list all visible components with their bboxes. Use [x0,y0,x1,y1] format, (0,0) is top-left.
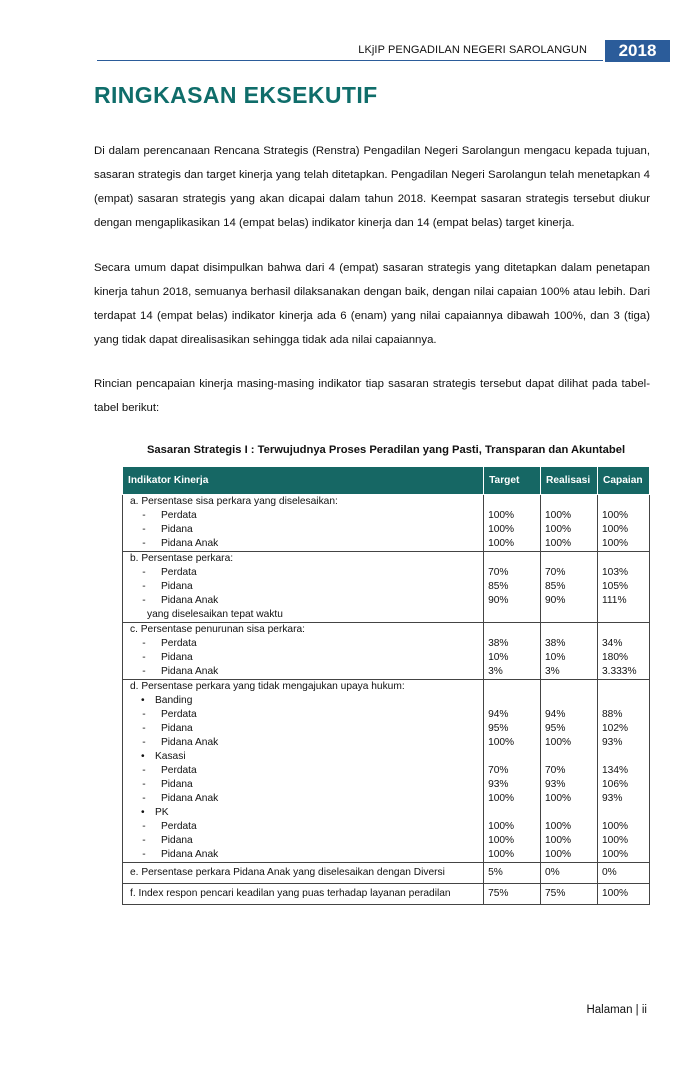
cell-capaian: 93% [601,793,623,804]
cell-capaian: 100% [601,849,629,860]
indicator-title: e. Persentase perkara Pidana Anak yang diselesaikan dengan Diversi [130,867,445,878]
cell-realisasi: 10% [545,652,566,663]
indicator-note: yang diselesaikan tepat waktu [147,609,283,620]
cell-target: 94% [488,709,509,720]
cell-realisasi: 70% [545,765,566,776]
paragraph-3: Rincian pencapaian kinerja masing-masing indikator tiap sasaran strategis tersebut dapat dilihat pada tabel-tabel berikut: [94,378,650,414]
cell-capaian: 0% [597,863,649,884]
cell-capaian: 106% [601,779,629,790]
cell-realisasi: 100% [545,524,572,535]
cell-realisasi: 100% [545,538,572,549]
list-item: Pidana Anak [161,793,219,804]
cell-target: 100% [488,849,515,860]
table-row: c. Persentase penurunan sisa perkara: - Perdata - Pidana - Pidana Anak 38% 10% 3% 38% 10% 3% 34% 180% 3.333% [123,623,650,680]
list-item: Perdata [161,765,197,776]
cell-realisasi: 70% [545,567,566,578]
cell-realisasi: 3% [545,666,560,677]
cell-realisasi: 100% [545,793,572,804]
footer-separator: | [635,1004,639,1016]
page-number: ii [641,1004,647,1016]
table-row [123,863,650,884]
cell-target: 100% [488,793,515,804]
table-row: b. Persentase perkara: - Perdata - Pidana - Pidana Anak yang diselesaikan tepat waktu 70% 85% 90% 70% 85% 90% 103% 105% 111% [123,552,650,623]
group-label: Kasasi [155,751,186,762]
header-title: LKjIP PENGADILAN NEGERI SAROLANGUN [358,44,587,56]
list-item: Pidana Anak [161,666,219,677]
list-item: Perdata [161,567,197,578]
list-item: Pidana Anak [161,737,219,748]
cell-realisasi: 0% [541,863,598,884]
group-label: PK [155,807,169,818]
list-item: Pidana [161,581,193,592]
header-year-badge: 2018 [605,40,670,62]
list-item: Pidana [161,652,193,663]
cell-target: 70% [488,567,509,578]
list-item: Pidana [161,835,193,846]
cell-realisasi: 85% [545,581,566,592]
cell-target: 75% [484,884,541,905]
list-item: Pidana [161,779,193,790]
cell-realisasi: 95% [545,723,566,734]
table-caption: Sasaran Strategis I : Terwujudnya Proses Peradilan yang Pasti, Transparan dan Akuntabel [146,444,626,456]
cell-capaian: 3.333% [601,666,637,677]
list-item: Perdata [161,638,197,649]
paragraph-2: Secara umum dapat disimpulkan bahwa dari 4 (empat) sasaran strategis yang ditetapkan dalam penetapan kinerja tahun 2018, semuanya berhasil dilaksanakan dengan baik, dengan nilai capaian 100% atau lebih. Dari terdapat 14 (empat belas) indikator kinerja ada 6 (enam) yang nilai capaiannya dibawah 100%, dan 3 (tiga) yang tidak dapat direalisasikan sehingga tidak ada nilai capaiannya. [94,262,650,346]
list-item: Perdata [161,510,197,521]
cell-capaian: 103% [601,567,629,578]
cell-capaian: 88% [601,709,623,720]
cell-target: 90% [488,595,509,606]
cell-capaian: 100% [601,835,629,846]
page-footer [586,1004,647,1016]
indicator-title: f. Index respon pencari keadilan yang puas terhadap layanan peradilan [130,888,451,899]
list-item: Pidana Anak [161,595,219,606]
cell-capaian: 100% [601,510,629,521]
list-item: Pidana [161,524,193,535]
cell-capaian: 93% [601,737,623,748]
indicator-title: a. Persentase sisa perkara yang diselesaikan: [130,496,338,507]
cell-target: 100% [488,821,515,832]
cell-capaian: 111% [601,595,627,606]
list-item: Pidana [161,723,193,734]
cell-realisasi: 100% [545,510,572,521]
performance-table [122,466,650,905]
list-item: Pidana Anak [161,849,219,860]
cell-capaian: 34% [601,638,623,649]
cell-capaian: 102% [601,723,629,734]
footer-label: Halaman [586,1004,633,1016]
table-header-row [123,467,650,495]
cell-capaian: 180% [601,652,629,663]
page-title: RINGKASAN EKSEKUTIF [94,82,378,108]
indicator-title: d. Persentase perkara yang tidak mengajukan upaya hukum: [130,681,405,692]
col-header-target: Target [484,467,541,495]
indicator-title: b. Persentase perkara: [130,553,234,564]
cell-capaian: 134% [601,765,629,776]
cell-target: 95% [488,723,509,734]
group-label: Banding [155,695,193,706]
cell-target: 5% [484,863,541,884]
cell-realisasi: 93% [545,779,566,790]
table-row: d. Persentase perkara yang tidak mengajukan upaya hukum: • Banding - Perdata - Pidana - Pidana Anak • Kasasi - Perdata - Pidana - Pidana Anak • PK - Perdata - Pidana - Pidana Anak 94% 95% 100% 70% 93% 100% 100% 100% 100% 94% 95% 100% 70% 93% 100% 100% 100% 100% 88% 102% 93% 134% 106% 93% 100% 100% 100% [123,680,650,863]
cell-target: 100% [488,510,515,521]
page-header [0,40,699,64]
header-rule [97,60,603,61]
cell-capaian: 100% [601,524,629,535]
cell-capaian: 100% [597,884,649,905]
cell-target: 85% [488,581,509,592]
paragraph-1: Di dalam perencanaan Rencana Strategis (Renstra) Pengadilan Negeri Sarolangun mengacu kepada tujuan, sasaran strategis dan target kinerja yang telah ditetapkan. Pengadilan Negeri Sarolangun telah menetapkan 4 (empat) sasaran strategis yang akan dicapai dalam tahun 2018. Keempat sasaran strategis tersebut diukur dengan mengaplikasikan 14 (empat belas) indikator kinerja dan 14 (empat belas) target kinerja. [94,145,650,229]
col-header-realisasi: Realisasi [541,467,598,495]
cell-target: 70% [488,765,509,776]
cell-target: 38% [488,638,509,649]
cell-target: 3% [488,666,503,677]
indicator-title: c. Persentase penurunan sisa perkara: [130,624,305,635]
cell-target: 100% [488,737,515,748]
cell-realisasi: 100% [545,737,572,748]
list-item: Perdata [161,709,197,720]
cell-capaian: 100% [601,821,629,832]
cell-target: 100% [488,538,515,549]
cell-realisasi: 100% [545,849,572,860]
cell-target: 10% [488,652,509,663]
table-row: a. Persentase sisa perkara yang diselesaikan: - Perdata - Pidana - Pidana Anak 100% 100% 100% 100% 100% 100% 100% 100% 100% [123,495,650,552]
col-header-indikator: Indikator Kinerja [123,467,484,495]
list-item: Perdata [161,821,197,832]
cell-target: 100% [488,524,515,535]
cell-realisasi: 100% [545,835,572,846]
cell-capaian: 100% [601,538,629,549]
cell-capaian: 105% [601,581,629,592]
cell-realisasi: 38% [545,638,566,649]
cell-realisasi: 94% [545,709,566,720]
col-header-capaian: Capaian [597,467,649,495]
table-row [123,884,650,905]
cell-realisasi: 75% [541,884,598,905]
cell-target: 100% [488,835,515,846]
cell-target: 93% [488,779,509,790]
cell-realisasi: 90% [545,595,566,606]
list-item: Pidana Anak [161,538,219,549]
cell-realisasi: 100% [545,821,572,832]
